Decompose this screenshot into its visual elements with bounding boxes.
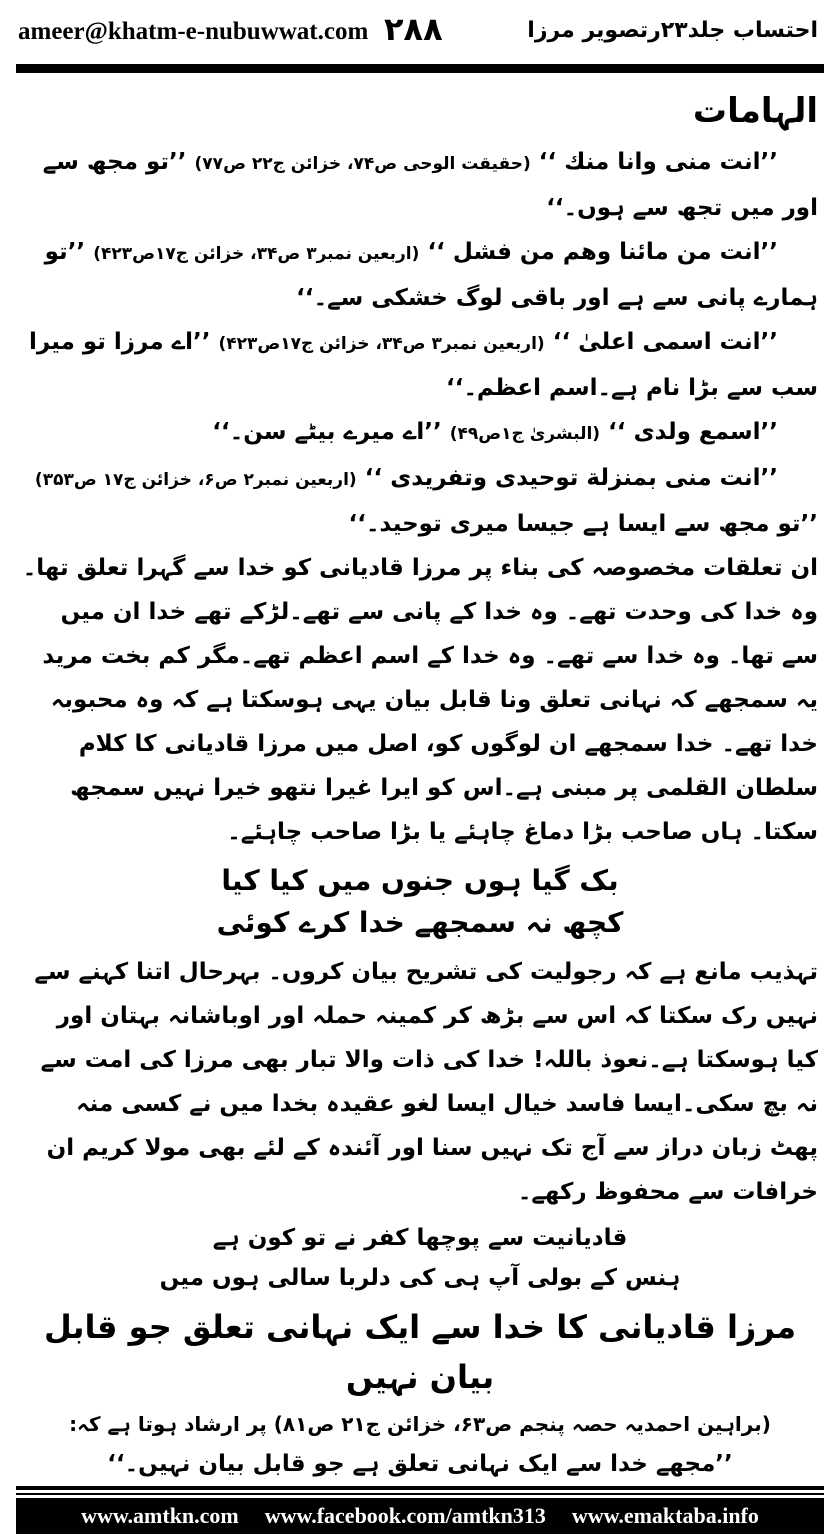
poem-line: ہنس کے بولی آپ ہی کی دلربا سالی ہوں میں bbox=[159, 1265, 681, 1291]
poem-line: قادیانیت سے پوچھا کفر نے تو کون ہے bbox=[212, 1225, 628, 1251]
footer-link-amtkn[interactable]: www.amtkn.com bbox=[81, 1503, 239, 1528]
arabic-quote: ’’انت اسمی اعلیٰ ‘‘ bbox=[552, 329, 778, 355]
paragraph-commentary: ان تعلقات مخصوصہ کی بناء پر مرزا قادیانی کو خدا سے گہرا تعلق تھا۔ وہ خدا کی وحدت تھے۔ وہ خدا کے پانی سے تھے۔لڑکے تھے خدا ان میں سے تھا۔ وہ خدا سے تھے۔ وہ خدا کے اسم اعظم تھے۔مگر کم بخت مرید یہ سمجھے کہ نہانی تعلق ونا قابل بیان یہی ہوسکتا ہے کہ وہ محبوبہ خدا تھے۔ خدا سمجھے ان لوگوں کو، اصل میں مرزا قادیانی کا کلام سلطان القلمی پر مبنی ہے۔اس کو ایرا غیرا نتھو خیرا نہیں سمجھ سکتا۔ ہاں صاحب بڑا دماغ چاہئے یا بڑا صاحب چاہئے۔ bbox=[22, 555, 818, 845]
reference: (اربعین نمبر۳ ص۳۴، خزائن ج۱۷ص۴۲۳) bbox=[93, 244, 420, 264]
arabic-quote: ’’انت من مائنا وهم من فشل ‘‘ bbox=[427, 239, 778, 265]
poem-couplet-1 bbox=[22, 860, 818, 944]
citation-line: (براہین احمدیہ حصہ پنجم ص۶۳، خزائن ج۲۱ ص۸۱) پر ارشاد ہوتا ہے کہ: bbox=[69, 1412, 771, 1436]
reference: (حقیقت الوحی ص۷۴، خزائن ج۲۲ ص۷۷) bbox=[194, 154, 531, 174]
ilham-block bbox=[22, 230, 818, 320]
translation: ’’تو مجھ سے اور میں تجھ سے ہوں۔‘‘ bbox=[42, 149, 818, 221]
footer-bar bbox=[16, 1498, 824, 1534]
paragraph-commentary-2: تہذیب مانع ہے کہ رجولیت کی تشریح بیان کروں۔ بہرحال اتنا کہنے سے نہیں رک سکتا کہ اس سے بڑھ کر کمینہ حملہ اور اوباشانہ بہتان اور کیا ہوسکتا ہے۔نعوذ باللہ! خدا کی ذات والا تبار بھی مرزا کی امت سے نہ بچ سکی۔ایسا فاسد خیال ایسا لغو عقیدہ بخدا میں نے کسی منہ پھٹ زبان دراز سے آج تک نہیں سنا اور آئندہ کے لئے بھی مولا کریم ان خرافات سے محفوظ رکھے۔ bbox=[34, 959, 818, 1205]
reference: (اربعین نمبر۲ ص۶، خزائن ج۱۷ ص۳۵۳) bbox=[34, 470, 357, 490]
translation: ’’تو مجھ سے ایسا ہے جیسا میری توحید۔‘‘ bbox=[348, 511, 818, 537]
translation: ’’اے میرے بیٹے سن۔‘‘ bbox=[212, 419, 442, 445]
reference: (اربعین نمبر۳ ص۳۴، خزائن ج۱۷ص۴۲۳) bbox=[218, 334, 545, 354]
section-heading: الہامات bbox=[692, 91, 818, 131]
ilham-block bbox=[22, 456, 818, 546]
ilham-block bbox=[22, 410, 818, 456]
reference: (البشریٰ ج۱ص۴۹) bbox=[449, 424, 601, 444]
header-email[interactable]: ameer@khatm-e-nubuwwat.com bbox=[18, 18, 369, 45]
page-number: ۲۸۸ bbox=[384, 10, 443, 48]
closing-quote: ’’مجھے خدا سے ایک نہانی تعلق ہے جو قابل بیان نہیں۔‘‘ bbox=[107, 1451, 733, 1477]
page-body bbox=[22, 82, 818, 1484]
poem-line: کچھ نہ سمجھے خدا کرے کوئی bbox=[216, 906, 624, 939]
arabic-quote: ’’انت منی بمنزلة توحیدی وتفریدی ‘‘ bbox=[364, 465, 778, 491]
header-rule bbox=[16, 64, 824, 73]
subsection-heading: مرزا قادیانی کا خدا سے ایک نہانی تعلق جو قابل بیان نہیں bbox=[43, 1308, 797, 1396]
arabic-quote: ’’اسمع ولدی ‘‘ bbox=[608, 419, 778, 445]
footer-link-facebook[interactable]: www.facebook.com/amtkn313 bbox=[264, 1503, 546, 1528]
running-title: احتساب جلد۲۳رتصویر مرزا bbox=[527, 18, 818, 43]
ilham-block bbox=[22, 140, 818, 230]
translation: ’’تو ہمارے پانی سے ہے اور باقی لوگ خشکی سے۔‘‘ bbox=[44, 239, 818, 311]
footer-rule bbox=[16, 1486, 824, 1490]
poem-line: بک گیا ہوں جنوں میں کیا کیا bbox=[221, 864, 619, 897]
arabic-quote: ’’انت منی وانا منك ‘‘ bbox=[538, 149, 778, 175]
ilham-block bbox=[22, 320, 818, 410]
poem-couplet-2 bbox=[22, 1218, 818, 1298]
page-header bbox=[0, 0, 840, 62]
footer-link-emaktaba[interactable]: www.emaktaba.info bbox=[571, 1503, 759, 1528]
footer-rule-thin bbox=[16, 1493, 824, 1495]
translation: ’’اے مرزا تو میرا سب سے بڑا نام ہے۔اسم اعظم۔‘‘ bbox=[29, 329, 818, 401]
